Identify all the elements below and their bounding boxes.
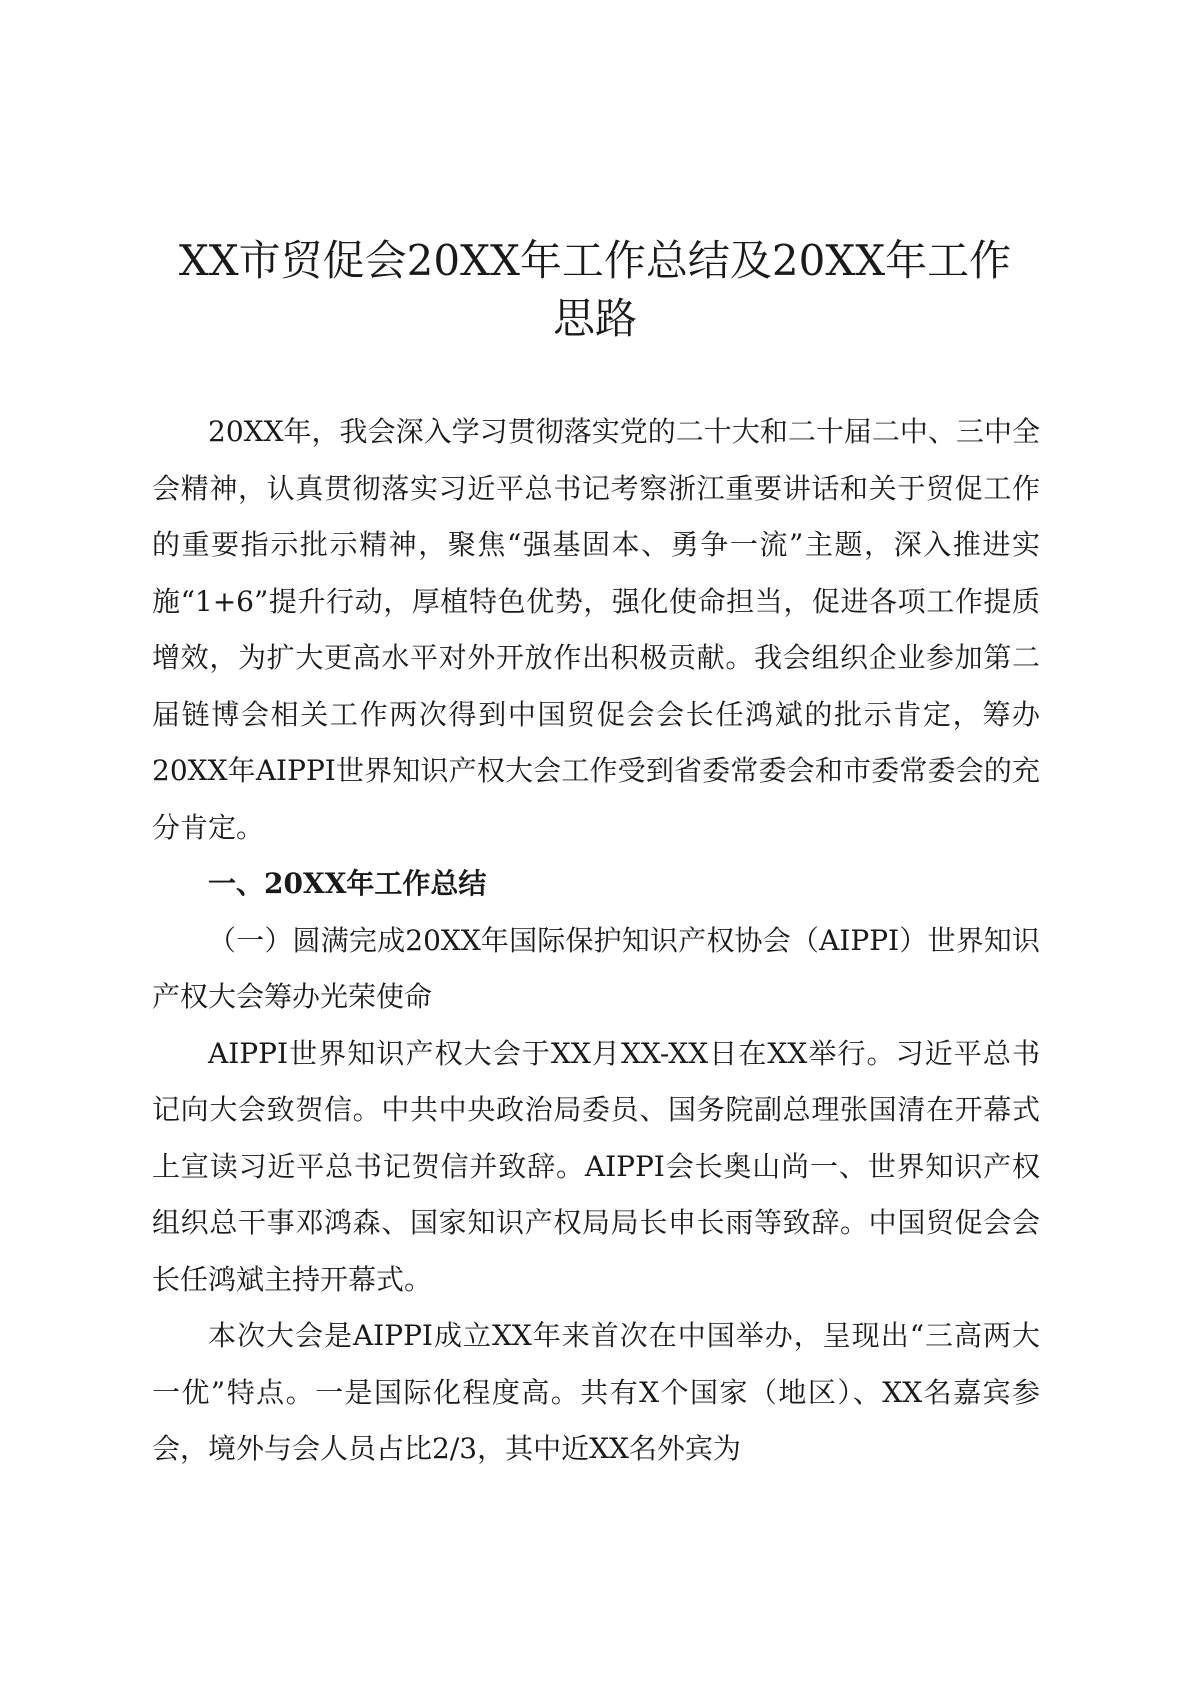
title-line-1: XX市贸促会20XX年工作总结及20XX年工作 bbox=[178, 236, 1012, 285]
document-title bbox=[140, 232, 1050, 348]
title-line-2: 思路 bbox=[552, 294, 637, 343]
body-paragraph-features: 本次大会是AIPPI成立XX年来首次在中国举办，呈现出“三高两大一优”特点。一是国际化程度高。共有X个国家（地区）、XX名嘉宾参会，境外与会人员占比2/3，其中近XX名外宾为 bbox=[152, 1319, 1040, 1465]
section-heading-1: 一、20XX年工作总结 bbox=[208, 867, 487, 900]
document-body bbox=[152, 404, 1040, 1478]
body-paragraph-aippi: AIPPI世界知识产权大会于XX月XX-XX日在XX举行。习近平总书记向大会致贺信。中共中央政治局委员、国务院副总理张国清在开幕式上宣读习近平总书记贺信并致辞。AIPPI会长奥山尚一、世界知识产权组织总干事邓鸿森、国家知识产权局局长申长雨等致辞。中国贸促会会长任鸿斌主持开幕式。 bbox=[152, 1036, 1040, 1296]
subsection-heading-1: （一）圆满完成20XX年国际保护知识产权协会（AIPPI）世界知识产权大会筹办光荣使命 bbox=[152, 923, 1040, 1013]
intro-paragraph: 20XX年，我会深入学习贯彻落实党的二十大和二十届二中、三中全会精神，认真贯彻落实习近平总书记考察浙江重要讲话和关于贸促工作的重要指示批示精神，聚焦“强基固本、勇争一流”主题，深入推进实施“1+6”提升行动，厚植特色优势，强化使命担当，促进各项工作提质增效，为扩大更高水平对外开放作出积极贡献。我会组织企业参加第二届链博会相关工作两次得到中国贸促会会长任鸿斌的批示肯定，筹办20XX年AIPPI世界知识产权大会工作受到省委常委会和市委常委会的充分肯定。 bbox=[152, 415, 1040, 844]
